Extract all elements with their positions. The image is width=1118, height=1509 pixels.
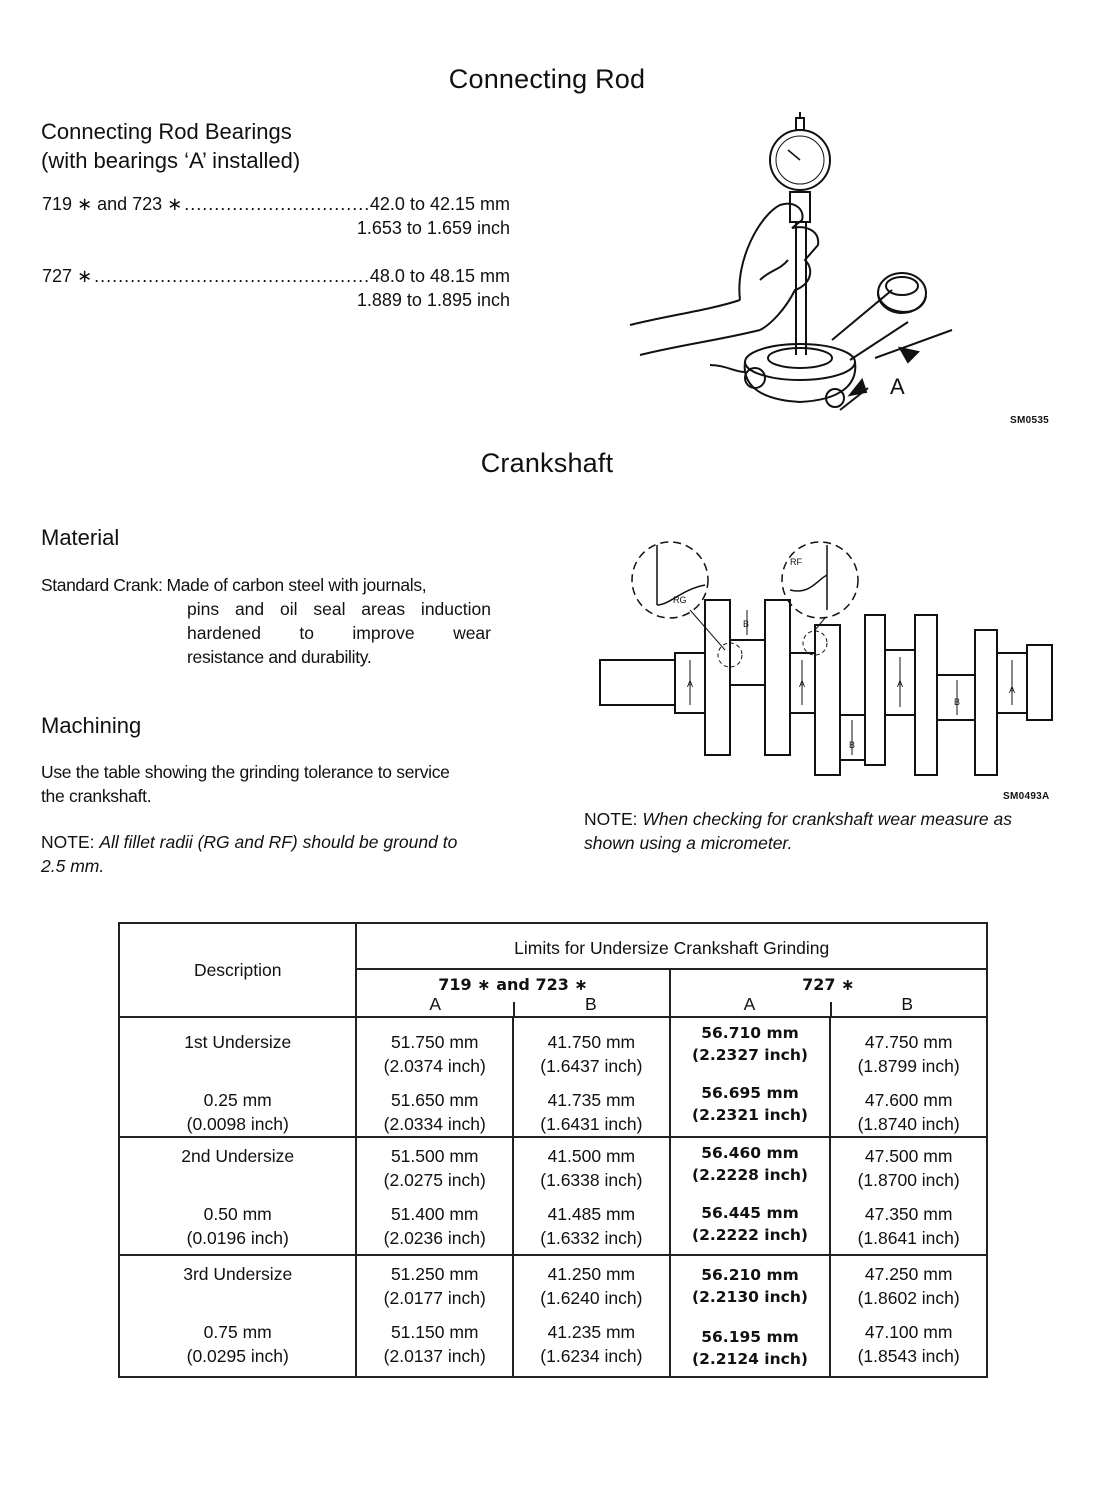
group2-col-a: A — [743, 994, 756, 1014]
value: 51.500 mm — [390, 1146, 479, 1166]
note-fillet-body-line2: 2.5 mm. — [41, 856, 105, 876]
note-fillet-radii — [41, 830, 521, 878]
note2-label: NOTE: — [584, 809, 638, 829]
value: 41.750 mm — [547, 1032, 636, 1052]
dimension-label-a-3: A — [897, 679, 904, 689]
bearing-spec-2 — [42, 264, 510, 312]
bearing-spec-1-mm: 42.0 to 42.15 mm — [369, 194, 510, 214]
row-inch: (0.0295 inch) — [186, 1346, 289, 1366]
material-row — [41, 573, 491, 597]
value: (1.6431 inch) — [540, 1114, 643, 1134]
value: (2.2222 inch) — [692, 1226, 808, 1244]
value: 56.710 mm — [701, 1024, 799, 1042]
value: (2.0275 inch) — [383, 1170, 486, 1190]
material-line-3: hardened to improve wear — [187, 623, 491, 643]
dimension-label-b-2: B — [849, 740, 856, 750]
row-mm: 0.75 mm — [203, 1322, 272, 1342]
note-wear-body-line1: When checking for crankshaft wear measure as — [642, 809, 1012, 829]
value: 47.350 mm — [864, 1204, 953, 1224]
value: (1.6338 inch) — [540, 1170, 643, 1190]
cell-g2a — [670, 1137, 831, 1255]
value: 41.735 mm — [547, 1090, 636, 1110]
dimension-label-a-1: A — [687, 679, 694, 689]
value: (2.2228 inch) — [692, 1166, 808, 1184]
value: 51.750 mm — [390, 1032, 479, 1052]
dimension-label-a: A — [890, 374, 905, 399]
table-row — [119, 1017, 987, 1137]
row-mm: 0.50 mm — [203, 1204, 272, 1224]
row-description — [119, 1255, 356, 1377]
group1-col-a: A — [429, 994, 442, 1014]
note-fillet-body-line1: All fillet radii (RG and RF) should be ground to — [99, 832, 458, 852]
value: 47.600 mm — [864, 1090, 953, 1110]
bearings-heading — [41, 117, 300, 175]
table-row — [119, 1255, 987, 1377]
dimension-label-a-4: A — [1009, 685, 1016, 695]
bearing-spec-1-row — [42, 192, 510, 216]
value: 51.150 mm — [390, 1322, 479, 1342]
value: (1.6240 inch) — [540, 1288, 643, 1308]
value: 41.485 mm — [547, 1204, 636, 1224]
value: 51.650 mm — [390, 1090, 479, 1110]
machining-text — [41, 760, 521, 808]
group1-col-b: B — [585, 994, 597, 1014]
bearing-spec-2-row — [42, 264, 510, 288]
cell-g1a — [356, 1017, 513, 1137]
material-line-4: resistance and durability. — [187, 647, 372, 667]
cell-g2b — [830, 1255, 987, 1377]
machining-text-line2: the crankshaft. — [41, 786, 152, 806]
detail-circle-rg — [632, 542, 708, 618]
value: (1.6332 inch) — [540, 1228, 643, 1248]
value: 56.460 mm — [701, 1144, 799, 1162]
cell-g2b — [830, 1137, 987, 1255]
cell-g1a — [356, 1137, 513, 1255]
value: (1.6234 inch) — [540, 1346, 643, 1366]
limits-header: Limits for Undersize Crankshaft Grinding — [356, 923, 987, 969]
material-text — [41, 573, 491, 669]
connecting-rod-bore-gauge-illustration — [610, 110, 980, 430]
figure-code-sm0535: SM0535 — [1010, 415, 1050, 426]
row-inch: (0.0098 inch) — [186, 1114, 289, 1134]
note-crankshaft-wear — [584, 807, 1064, 855]
crankshaft-illustration — [595, 535, 1060, 785]
row-description — [119, 1137, 356, 1255]
fillet-label-rf: RF — [790, 557, 802, 567]
machining-text-line1: Use the table showing the grinding tolerance to service — [41, 762, 450, 782]
value: (2.0177 inch) — [383, 1288, 486, 1308]
cell-g2a — [670, 1255, 831, 1377]
value: 41.235 mm — [547, 1322, 636, 1342]
value: (2.0137 inch) — [383, 1346, 486, 1366]
bearing-spec-1-inch: 1.653 to 1.659 inch — [356, 218, 510, 238]
bearing-spec-2-mm: 48.0 to 48.15 mm — [369, 266, 510, 286]
material-heading: Material — [41, 525, 120, 550]
value: (2.2124 inch) — [692, 1350, 808, 1368]
description-header: Description — [119, 923, 356, 1017]
value: (2.0236 inch) — [383, 1228, 486, 1248]
group2-subheaders — [671, 994, 986, 1015]
fillet-label-rg: RG — [673, 595, 687, 605]
dimension-label-b-3: B — [954, 697, 961, 707]
col-divider-tick — [830, 1002, 832, 1016]
value: (2.2130 inch) — [692, 1288, 808, 1306]
cell-g1b — [513, 1255, 670, 1377]
bearings-heading-line1: Connecting Rod Bearings — [41, 119, 292, 144]
value: 47.250 mm — [864, 1264, 953, 1284]
value: 56.210 mm — [701, 1266, 799, 1284]
bearing-spec-1 — [42, 192, 510, 240]
dimension-label-a-2: A — [799, 679, 806, 689]
group2-header — [670, 969, 987, 1017]
row-title: 3rd Undersize — [183, 1264, 293, 1284]
value: (2.0334 inch) — [383, 1114, 486, 1134]
value: 41.250 mm — [547, 1264, 636, 1284]
cell-g2a — [670, 1017, 831, 1137]
note-label: NOTE: — [41, 832, 95, 852]
group2-header-label: 727 ∗ — [802, 975, 855, 994]
table-row — [119, 1137, 987, 1255]
dot-leader — [94, 264, 368, 288]
row-title: 1st Undersize — [184, 1032, 292, 1052]
group2-col-b: B — [901, 994, 914, 1014]
material-line-1: Made of carbon steel with journals, — [166, 575, 427, 595]
value: (1.8740 inch) — [857, 1114, 960, 1134]
material-label: Standard Crank: — [41, 575, 163, 595]
figure-code-sm0493a: SM0493A — [1003, 791, 1050, 802]
value: 51.250 mm — [390, 1264, 479, 1284]
value: 47.500 mm — [864, 1146, 953, 1166]
crankshaft-title: Crankshaft — [480, 448, 614, 478]
value: 47.750 mm — [864, 1032, 953, 1052]
undersize-grinding-table — [118, 922, 988, 1378]
cell-g1a — [356, 1255, 513, 1377]
dimension-label-b-1: B — [743, 619, 750, 629]
value: 56.695 mm — [701, 1084, 799, 1102]
value: (1.6437 inch) — [540, 1056, 643, 1076]
value: (1.8700 inch) — [857, 1170, 960, 1190]
value: (1.8543 inch) — [857, 1346, 960, 1366]
value: (1.8641 inch) — [857, 1228, 960, 1248]
value: 47.100 mm — [864, 1322, 953, 1342]
dot-leader — [184, 192, 368, 216]
value: 51.400 mm — [390, 1204, 479, 1224]
cell-g1b — [513, 1137, 670, 1255]
group1-header — [356, 969, 669, 1017]
group1-header-label: 719 ∗ and 723 ∗ — [438, 975, 588, 994]
row-mm: 0.25 mm — [203, 1090, 272, 1110]
value: (1.8602 inch) — [857, 1288, 960, 1308]
bearing-spec-2-label: 727 ∗ — [42, 266, 93, 286]
cell-g2b — [830, 1017, 987, 1137]
row-title: 2nd Undersize — [181, 1146, 295, 1166]
value: (2.2327 inch) — [692, 1046, 808, 1064]
row-inch: (0.0196 inch) — [186, 1228, 289, 1248]
bearing-spec-1-label: 719 ∗ and 723 ∗ — [42, 194, 183, 214]
bearing-spec-2-inch: 1.889 to 1.895 inch — [356, 290, 510, 310]
material-line-2: pins and oil seal areas induction — [187, 599, 491, 619]
value: (1.8799 inch) — [857, 1056, 960, 1076]
col-divider-tick — [513, 1002, 515, 1016]
connecting-rod-title: Connecting Rod — [448, 64, 646, 94]
bearings-heading-line2: (with bearings ‘A’ installed) — [41, 148, 301, 173]
value: 41.500 mm — [547, 1146, 636, 1166]
cell-g1b — [513, 1017, 670, 1137]
value: 56.195 mm — [701, 1328, 799, 1346]
row-description — [119, 1017, 356, 1137]
value: 56.445 mm — [701, 1204, 799, 1222]
note-wear-body-line2: shown using a micrometer. — [584, 833, 793, 853]
value: (2.2321 inch) — [692, 1106, 808, 1124]
value: (2.0374 inch) — [383, 1056, 486, 1076]
machining-heading: Machining — [41, 713, 142, 738]
